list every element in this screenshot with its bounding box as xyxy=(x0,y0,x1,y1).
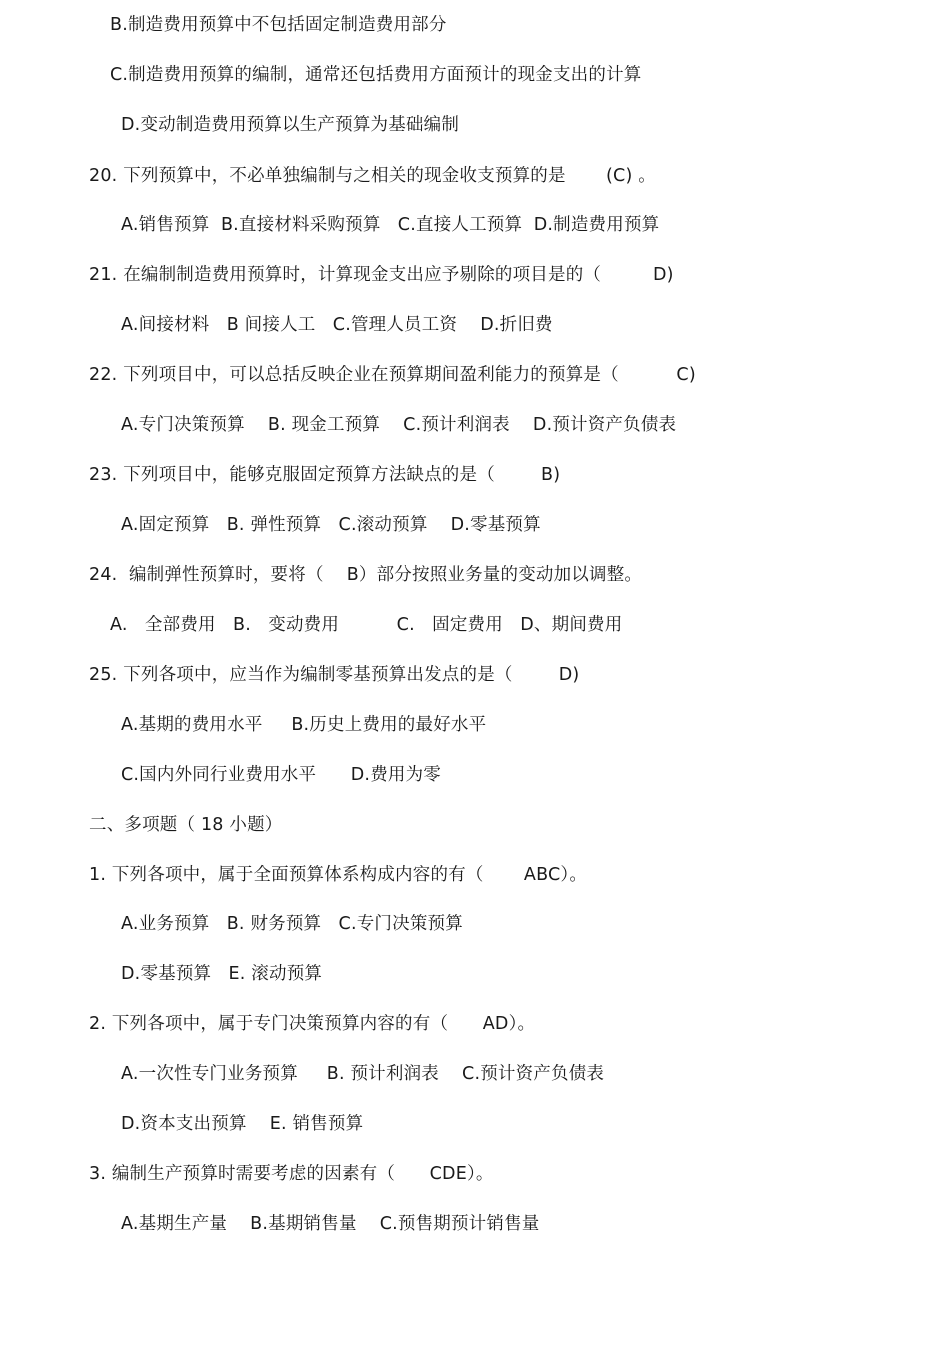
options-24: A. 全部费用 B. 变动费用 C. 固定费用 D、期间费用 xyxy=(110,615,623,635)
mc-options-1-de: D.零基预算 E. 滚动预算 xyxy=(121,964,323,984)
mc-options-2-de: D.资本支出预算 E. 销售预算 xyxy=(121,1114,364,1134)
section-heading-multiple-choice: 二、多项题（ 18 小题） xyxy=(89,815,283,835)
mc-question-2: 2. 下列各项中，属于专门决策预算内容的有（ AD）。 xyxy=(89,1014,536,1034)
mc-options-3-abc: A.基期生产量 B.基期销售量 C.预售期预计销售量 xyxy=(121,1214,540,1234)
options-22: A.专门决策预算 B. 现金工预算 C.预计利润表 D.预计资产负债表 xyxy=(121,415,677,435)
mc-question-1: 1. 下列各项中，属于全面预算体系构成内容的有（ ABC）。 xyxy=(89,865,588,885)
mc-options-1-abc: A.业务预算 B. 财务预算 C.专门决策预算 xyxy=(121,914,463,934)
options-20: A.销售预算 B.直接材料采购预算 C.直接人工预算 D.制造费用预算 xyxy=(121,215,660,235)
question-23: 23. 下列项目中，能够克服固定预算方法缺点的是（ B) xyxy=(89,465,561,485)
mc-question-3: 3. 编制生产预算时需要考虑的因素有（ CDE）。 xyxy=(89,1164,494,1184)
options-21: A.间接材料 B 间接人工 C.管理人员工资 D.折旧费 xyxy=(121,315,553,335)
option-19b: B.制造费用预算中不包括固定制造费用部分 xyxy=(110,15,447,35)
options-23: A.固定预算 B. 弹性预算 C.滚动预算 D.零基预算 xyxy=(121,515,541,535)
question-22: 22. 下列项目中，可以总括反映企业在预算期间盈利能力的预算是（ C) xyxy=(89,365,696,385)
question-24: 24. 编制弹性预算时，要将（ B）部分按照业务量的变动加以调整。 xyxy=(89,565,643,585)
option-19d: D.变动制造费用预算以生产预算为基础编制 xyxy=(121,115,460,135)
option-19c: C.制造费用预算的编制，通常还包括费用方面预计的现金支出的计算 xyxy=(110,65,642,85)
options-25-ab: A.基期的费用水平 B.历史上费用的最好水平 xyxy=(121,715,487,735)
mc-options-2-abc: A.一次性专门业务预算 B. 预计利润表 C.预计资产负债表 xyxy=(121,1064,605,1084)
question-20: 20. 下列预算中，不必单独编制与之相关的现金收支预算的是 (C) 。 xyxy=(89,166,656,186)
options-25-cd: C.国内外同行业费用水平 D.费用为零 xyxy=(121,765,441,785)
question-21: 21. 在编制制造费用预算时，计算现金支出应予剔除的项目是的（ D) xyxy=(89,265,674,285)
question-25: 25. 下列各项中，应当作为编制零基预算出发点的是（ D) xyxy=(89,665,580,685)
